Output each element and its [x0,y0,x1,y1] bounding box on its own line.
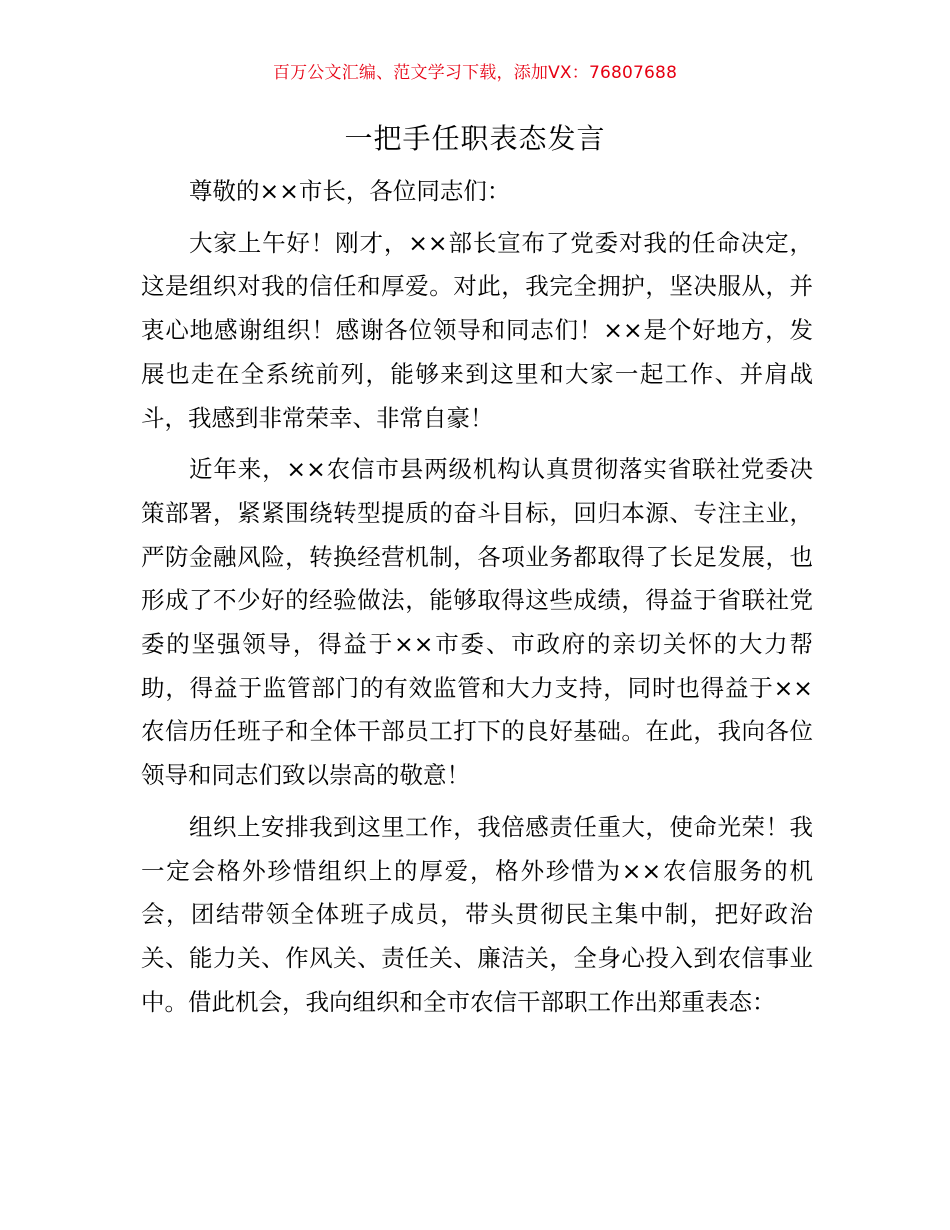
paragraph-3: 组织上安排我到这里工作，我倍感责任重大，使命光荣！我一定会格外珍惜组织上的厚爱，格外珍惜为××农信服务的机会，团结带领全体班子成员，带头贯彻民主集中制，把好政治关、能力关、作风关、责任关、廉洁关，全身心投入到农信事业中。借此机会，我向组织和全市农信干部职工作出郑重表态： [141,812,813,1016]
header-watermark: 百万公文汇编、范文学习下载，添加VX：76807688 [272,63,678,83]
document-body [141,170,813,1024]
paragraph-2: 近年来，××农信市县两级机构认真贯彻落实省联社党委决策部署，紧紧围绕转型提质的奋斗目标，回归本源、专注主业，严防金融风险，转换经营机制，各项业务都取得了长足发展，也形成了不少好的经验做法，能够取得这些成绩，得益于省联社党委的坚强领导，得益于××市委、市政府的亲切关怀的大力帮助，得益于监管部门的有效监管和大力支持，同时也得益于××农信历任班子和全体干部员工打下的良好基础。在此，我向各位领导和同志们致以崇高的敬意！ [141,455,813,790]
page-title: 一把手任职表态发言 [344,122,606,155]
paragraph-1: 大家上午好！刚才，××部长宣布了党委对我的任命决定，这是组织对我的信任和厚爱。对此，我完全拥护，坚决服从，并衷心地感谢组织！感谢各位领导和同志们！××是个好地方，发展也走在全系统前列，能够来到这里和大家一起工作、并肩战斗，我感到非常荣幸、非常自豪！ [141,228,813,432]
salutation: 尊敬的××市长，各位同志们： [189,177,511,205]
